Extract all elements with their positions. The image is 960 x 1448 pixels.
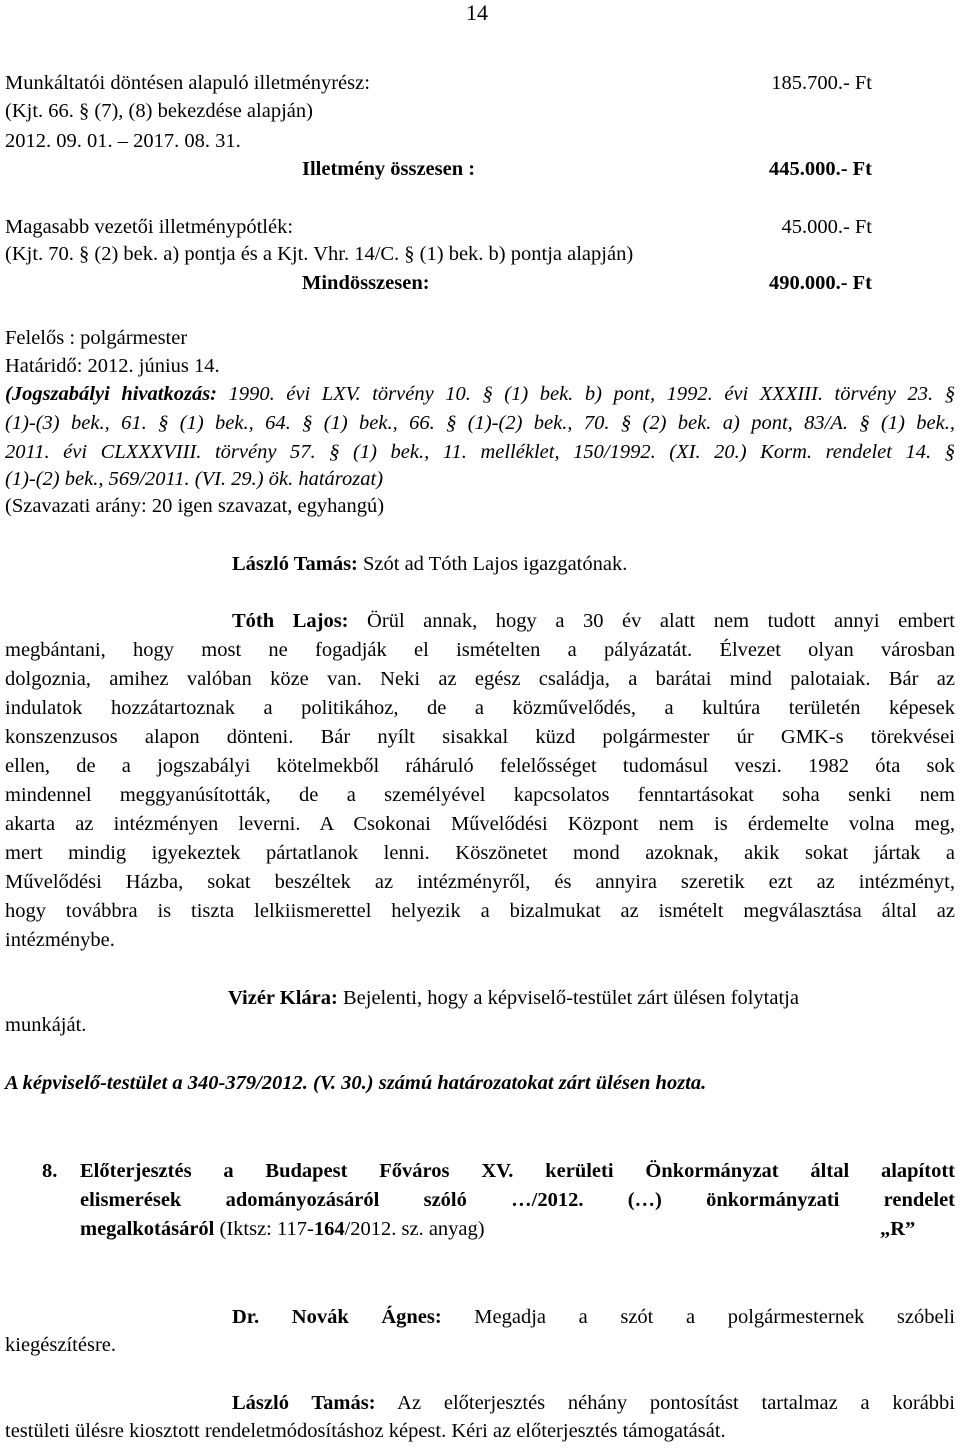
agenda-item-marker: „R” — [880, 1218, 916, 1240]
vote-ratio: (Szavazati arány: 20 igen szavazat, egyhangú) — [5, 495, 385, 517]
allowance-amount: 45.000.- Ft — [781, 216, 872, 238]
speech-line: hogy továbbra is tiszta lelkiismerettel helyezik a bizalmukat az ismételt megválasztása által az — [5, 900, 955, 922]
agenda-item-title-line-1: Előterjesztés a Budapest Főváros XV. kerületi Önkormányzat által alapított — [80, 1160, 955, 1182]
legal-ref-line-4: (1)-(2) bek., 569/2011. (VI. 29.) ök. határozat) — [5, 468, 384, 490]
allowance-label-1: Magasabb vezetői illetménypótlék: — [5, 216, 294, 238]
speech-line: mindennel meggyanúsították, de a személyével kapcsolatos fenntartásokat soha senki nem — [5, 784, 955, 806]
legal-ref-line-3: 2011. évi CLXXXVIII. törvény 57. § (1) bek., 11. melléklet, 150/1992. (XI. 20.) Korm. rendelet 14. § — [5, 441, 955, 463]
speech-laszlo-tamas-2: László Tamás: Az előterjesztés néhány pontosítást tartalmaz a korábbi — [232, 1392, 956, 1414]
speech-line: ellen, de a jogszabályi kötelmekből ráháruló felelősséget tudomásul veszi. 1982 óta sok — [5, 755, 955, 777]
speech-line: konszenzusos alapon dönteni. Bár nyílt sisakkal küzd polgármester úr GMK-s törekvései — [5, 726, 955, 748]
legal-ref-line-2: (1)-(3) bek., 61. § (1) bek., 64. § (1) bek., 66. § (1)-(2) bek., 70. § (2) bek. a) pont, 83/A. § (1) bek., — [5, 412, 955, 434]
salary-amount-1: 185.700.- Ft — [771, 72, 872, 94]
speech-line: akarta az intézményen leverni. A Csokonai Művelődési Központ nem is érdemelte volna meg, — [5, 813, 955, 835]
speaker-name: László Tamás: — [232, 1392, 376, 1414]
speech-novak-agnes-continuation: kiegészítésre. — [5, 1334, 116, 1356]
speech-vizer-klara-continuation: munkáját. — [5, 1014, 87, 1036]
speech-line: megbántani, hogy most ne fogadják el ismételten a pályázatát. Élvezet olyan városban — [5, 639, 955, 661]
salary-period: 2012. 09. 01. – 2017. 08. 31. — [5, 130, 241, 152]
salary-label-1: Munkáltatói döntésen alapuló illetményrész: — [5, 72, 370, 94]
legal-ref-line-1: (Jogszabályi hivatkozás: 1990. évi LXV. törvény 10. § (1) bek. b) pont, 1992. évi XXXIII. törvény 23. § — [5, 383, 955, 405]
speech-novak-agnes: Dr. Novák Ágnes: Megadja a szót a polgármesternek szóbeli — [232, 1306, 955, 1328]
responsible-line: Felelős : polgármester — [5, 327, 188, 349]
speech-line: mert mindig igyekeztek pártatlanok lenni. Köszönetet mond azoknak, akik sokat jártak a — [5, 842, 955, 864]
legal-ref-label: (Jogszabályi hivatkozás: — [5, 383, 218, 405]
allowance-label-2: (Kjt. 70. § (2) bek. a) pontja és a Kjt. Vhr. 14/C. § (1) bek. b) pontja alapján) — [5, 243, 634, 265]
speech-line-last: intézménybe. — [5, 929, 115, 951]
speech-vizer-klara: Vizér Klára: Bejelenti, hogy a képviselő-testület zárt ülésen folytatja — [228, 987, 799, 1009]
salary-label-2: (Kjt. 66. § (7), (8) bekezdése alapján) — [5, 100, 313, 122]
speech-line: indulatok hozzátartoznak a politikához, de a közművelődés, a kultúra területén képesek — [5, 697, 955, 719]
speaker-name: László Tamás: — [232, 553, 358, 575]
closed-session-notice: A képviselő-testület a 340-379/2012. (V. 30.) számú határozatokat zárt ülésen hozta. — [5, 1072, 707, 1094]
grand-total-amount: 490.000.- Ft — [768, 272, 872, 294]
salary-total-label: Illetmény összesen : — [302, 158, 476, 180]
speech-line: dolgoznia, amihez valóban köze van. Neki az egész családja, a barátai mind palotaiak. Bár az — [5, 668, 955, 690]
agenda-item-title-line-2: elismerések adományozásáról szóló …/2012. (…) önkormányzati rendelet — [80, 1189, 955, 1211]
salary-total-amount: 445.000.- Ft — [768, 158, 872, 180]
speech-laszlo-tamas-1: László Tamás: Szót ad Tóth Lajos igazgatónak. — [232, 553, 628, 575]
speaker-name: Dr. Novák Ágnes: — [232, 1306, 442, 1328]
speaker-name: Tóth Lajos: — [232, 610, 349, 632]
page-number: 14 — [466, 0, 488, 25]
speech-line: Művelődési Házba, sokat beszéltek az intézményről, és annyira szeretik ezt az intézményt, — [5, 871, 955, 893]
agenda-item-title-line-3: megalkotásáról (Iktsz: 117-164/2012. sz. anyag) — [80, 1218, 485, 1240]
speech-laszlo-tamas-2-continuation: testületi ülésre kiosztott rendeletmódosításhoz képest. Kéri az előterjesztés támogatását. — [5, 1420, 726, 1442]
agenda-item-number: 8. — [42, 1160, 58, 1182]
speaker-name: Vizér Klára: — [228, 987, 338, 1009]
speech-toth-lajos-first-line: Tóth Lajos: Örül annak, hogy a 30 év alatt nem tudott annyi embert — [232, 610, 955, 632]
grand-total-label: Mindösszesen: — [302, 272, 430, 294]
deadline-line: Határidő: 2012. június 14. — [5, 355, 220, 377]
